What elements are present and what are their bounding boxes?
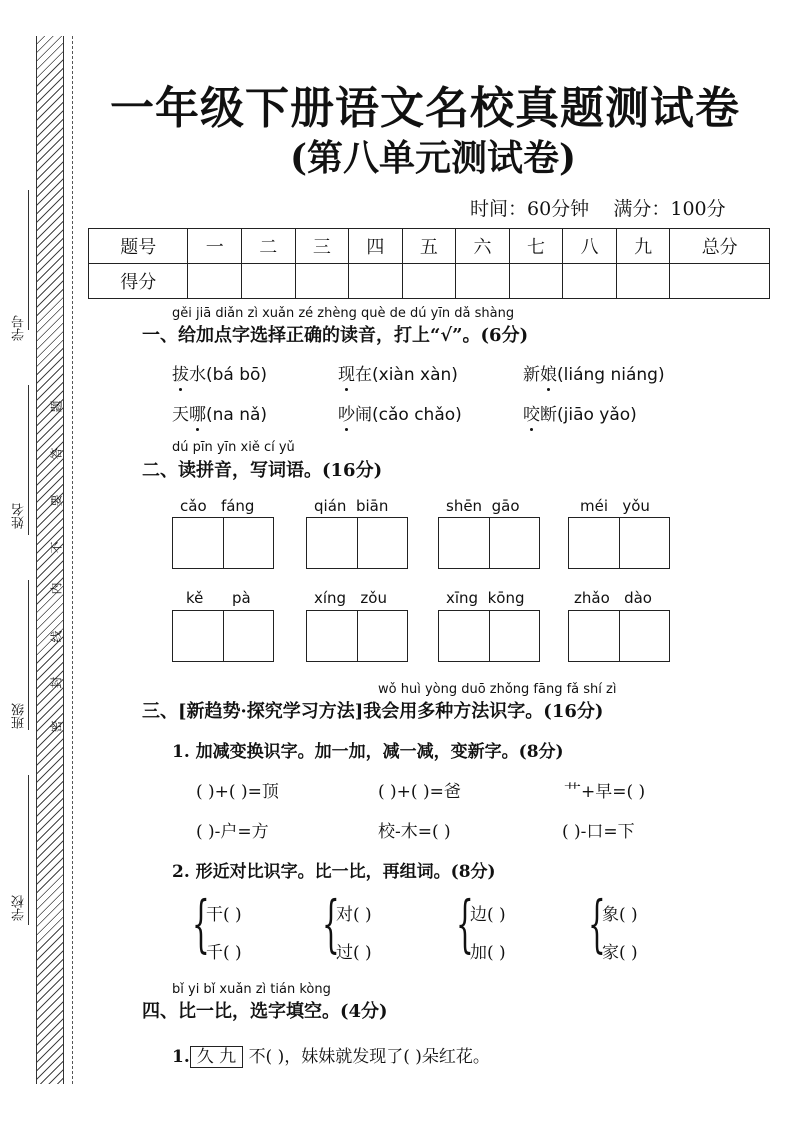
score-cell[interactable] [456,264,510,299]
name-label: 姓名 [12,503,27,529]
seal-char: 密 [49,720,64,733]
q4-item[interactable] [172,1042,490,1067]
score-cell[interactable] [349,264,403,299]
score-cell[interactable] [188,264,242,299]
score-cell[interactable] [509,264,563,299]
word-pinyin: zhǎo dào [574,589,652,607]
q2-pinyin: dú pīn yīn xiě cí yǔ [172,440,295,455]
choice-box: 久 九 [190,1046,243,1068]
compare-item[interactable]: 干( ) [206,905,242,925]
q4-title: 四、比一比，选字填空。(4分) [142,1001,388,1022]
compare-item[interactable]: 千( ) [206,943,242,963]
table-cell: 六 [456,229,510,264]
seal-line [72,36,73,1084]
q4-item-number: 1. [172,1047,190,1067]
compare-item[interactable]: 过( ) [336,943,372,963]
q1-item[interactable]: 咬断(jiāo yǎo) [523,405,637,425]
exam-meta [470,194,726,221]
exam-time: 时间：60分钟 [470,198,590,220]
seal-char: 不 [49,541,64,554]
table-cell: 三 [295,229,349,264]
score-cell[interactable] [670,264,770,299]
word-pinyin: cǎo fáng [180,497,255,515]
page-title: 一年级下册语文名校真题测试卷 [110,83,740,134]
exam-full-score: 满分：100分 [613,198,726,220]
brace: { [322,887,340,960]
table-cell: 七 [509,229,563,264]
student-no-line [28,190,29,330]
brace: { [456,887,474,960]
fill-item[interactable]: ( )+( )=爸 [378,782,461,802]
compare-item[interactable]: 对( ) [336,905,372,925]
q3-part2: 2. 形近对比识字。比一比，再组词。(8分) [172,862,496,882]
table-cell: 九 [616,229,670,264]
seal-char: 线 [49,630,64,643]
seal-char: 要 [49,494,64,507]
word-pinyin: shēn gāo [446,497,520,515]
writing-box[interactable] [306,610,408,662]
q1-item[interactable]: 现在(xiàn xàn) [338,365,458,385]
seal-char: 答 [49,447,64,460]
fill-item[interactable]: 艹+早=( ) [564,782,646,802]
seal-char: 题 [49,400,64,413]
writing-box[interactable] [172,517,274,569]
fill-item[interactable]: ( )+( )=顶 [196,782,279,802]
score-table-score-row [89,264,770,299]
fill-item[interactable]: ( )-户=方 [196,822,269,842]
score-table-header-row [89,229,770,264]
q3-pinyin: wǒ huì yòng duō zhǒng fāng fǎ shí zì [378,682,617,697]
word-pinyin: méi yǒu [580,497,650,515]
seal-char: 封 [49,676,64,689]
q3-title: 三、[新趋势·探究学习方法]我会用多种方法识字。(16分) [142,701,604,722]
compare-item[interactable]: 象( ) [602,905,638,925]
writing-box[interactable] [172,610,274,662]
word-pinyin: kě pà [186,589,251,607]
fill-item[interactable]: ( )-口=下 [562,822,635,842]
class-label: 班级 [12,703,27,729]
word-pinyin: xíng zǒu [314,589,387,607]
compare-item[interactable]: 加( ) [470,943,506,963]
table-cell: 五 [402,229,456,264]
writing-box[interactable] [438,517,540,569]
writing-box[interactable] [568,517,670,569]
table-cell: 得分 [89,264,188,299]
writing-box[interactable] [438,610,540,662]
score-table [88,228,770,299]
table-cell: 四 [349,229,403,264]
q4-pinyin: bǐ yi bǐ xuǎn zì tián kòng [172,982,331,997]
q3-part1: 1. 加减变换识字。加一加，减一减，变新字。(8分) [172,742,564,762]
score-cell[interactable] [402,264,456,299]
brace: { [192,887,210,960]
q1-item[interactable]: 新娘(liáng niáng) [523,365,665,385]
compare-item[interactable]: 家( ) [602,943,638,963]
q1-item[interactable]: 拔水(bá bō) [172,365,268,385]
word-pinyin: xīng kōng [446,589,525,607]
score-cell[interactable] [616,264,670,299]
score-cell[interactable] [242,264,296,299]
score-cell[interactable] [563,264,617,299]
binding-strip [36,36,64,1084]
table-cell: 题号 [89,229,188,264]
fill-item[interactable]: 校-木=( ) [378,822,451,842]
student-no-label: 学号 [12,315,27,341]
q1-item[interactable]: 天哪(na nǎ) [172,405,268,425]
q4-sentence: 不( )，妹妹就发现了( )朵红花。 [248,1047,490,1067]
q2-title: 二、读拼音，写词语。(16分) [142,460,383,481]
q1-item[interactable]: 吵闹(cǎo chǎo) [338,405,462,425]
table-cell: 二 [242,229,296,264]
score-cell[interactable] [295,264,349,299]
table-cell: 一 [188,229,242,264]
word-pinyin: qián biān [314,497,389,515]
page-subtitle: (第八单元测试卷) [290,137,577,179]
table-cell: 八 [563,229,617,264]
writing-box[interactable] [568,610,670,662]
school-label: 学校 [12,895,27,921]
q1-pinyin: gěi jiā diǎn zì xuǎn zé zhèng què de dú yīn dǎ shàng [172,306,515,321]
table-cell: 总分 [670,229,770,264]
compare-item[interactable]: 边( ) [470,905,506,925]
q1-title: 一、给加点字选择正确的读音，打上“√”。(6分) [142,325,529,346]
brace: { [588,887,606,960]
seal-char: 内 [49,582,64,595]
writing-box[interactable] [306,517,408,569]
